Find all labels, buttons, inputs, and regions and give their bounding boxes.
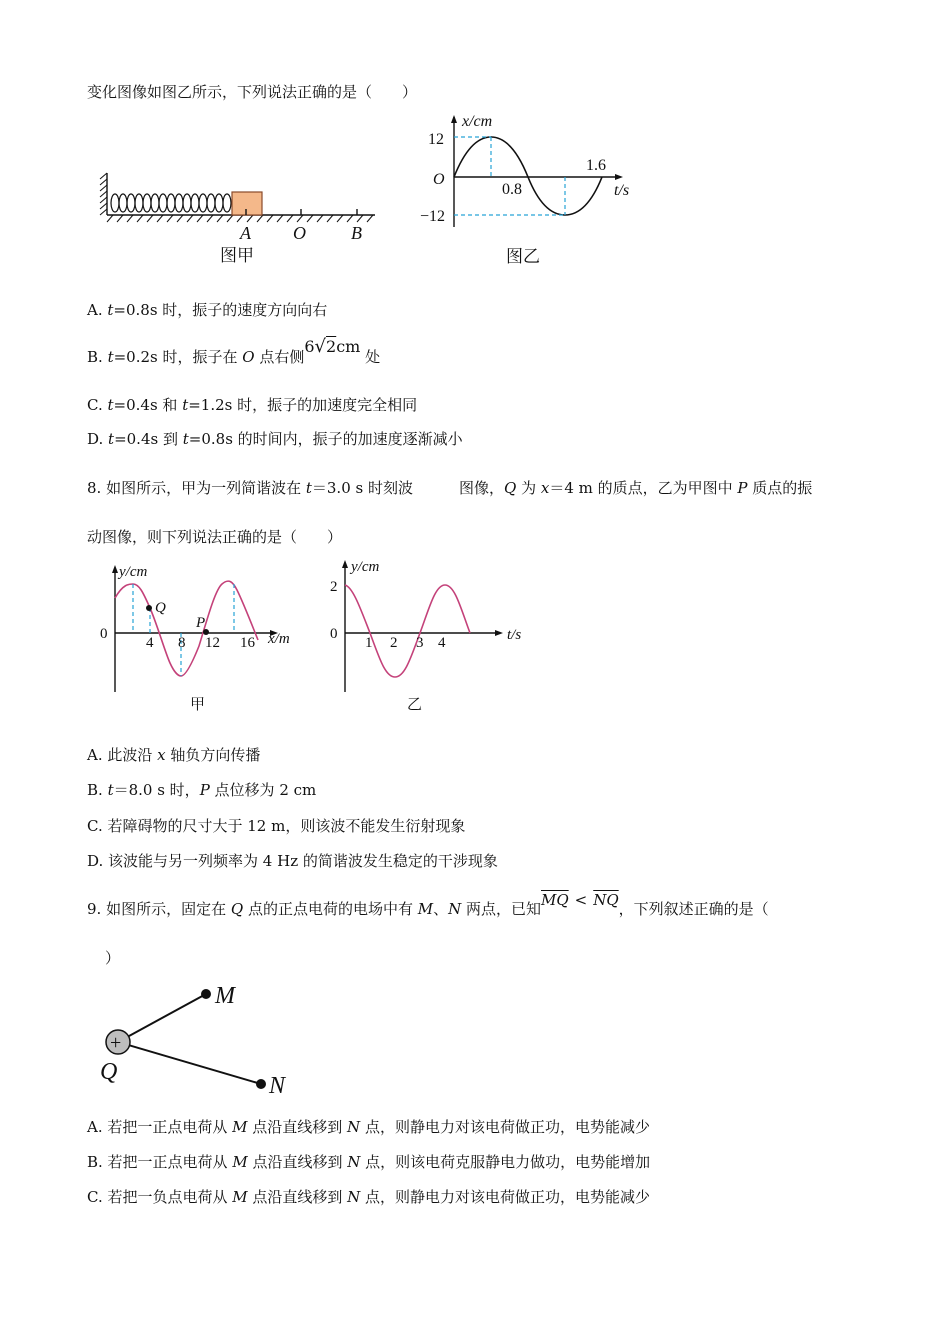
q8-option-a[interactable]: A. 此波沿 x 轴负方向传播 [87, 746, 261, 764]
jia-origin: 0 [100, 626, 108, 642]
q8-option-c[interactable]: C. 若障碍物的尺寸大于 12 m，则该波不能发生衍射现象 [87, 817, 466, 835]
label-b: B [351, 223, 362, 243]
yi8-tick-4: 4 [438, 635, 446, 651]
yi8-y-axis: y/cm [351, 559, 380, 575]
jia-tick-16: 16 [240, 635, 255, 651]
label-m: M [215, 983, 235, 1009]
yi-y-top: 12 [428, 131, 444, 148]
q7-option-c[interactable]: C. t=0.4s 和 t=1.2s 时，振子的加速度完全相同 [87, 396, 418, 414]
q7-figure-jia [95, 165, 385, 270]
yi-t-end: 1.6 [586, 157, 606, 174]
jia-tick-4: 4 [146, 635, 154, 651]
caption-jia8: 甲 [190, 697, 206, 713]
yi8-y-top: 2 [330, 579, 338, 595]
yi-y-bottom: −12 [420, 208, 446, 225]
q9-stem: 9. 如图所示，固定在 Q 点的正点电荷的电场中有 M、N 两点，已知$\overline{MQ} < \overline{NQ}$，下列叙述正确的是（ [87, 891, 769, 918]
q7-option-b[interactable]: B. t=0.2s 时，振子在 O 点右侧6√2cm 处 [87, 336, 381, 366]
caption-yi: 图乙 [506, 247, 540, 266]
point-q [146, 605, 152, 611]
jia-tick-8: 8 [178, 635, 186, 651]
point-n [256, 1079, 266, 1089]
caption-yi8: 乙 [407, 697, 423, 713]
jia-label-q: Q [155, 600, 166, 616]
q7-stem: 变化图像如图乙所示，下列说法正确的是（ ） [87, 83, 418, 101]
plus-sign: + [110, 1032, 122, 1054]
label-a: A [240, 223, 251, 243]
q8-option-d[interactable]: D. 该波能与另一列频率为 4 Hz 的简谐波发生稳定的干涉现象 [87, 852, 498, 870]
caption-jia: 图甲 [220, 246, 254, 265]
q9-option-c[interactable]: C. 若把一负点电荷从 M 点沿直线移到 N 点，则静电力对该电荷做正功，电势能减少 [87, 1188, 651, 1206]
q7-figure-yi [420, 112, 650, 272]
q9-option-b[interactable]: B. 若把一正点电荷从 M 点沿直线移到 N 点，则该电荷克服静电力做功，电势能增加 [87, 1153, 651, 1171]
label-o: O [293, 223, 306, 243]
jia-tick-12: 12 [205, 635, 220, 651]
yi8-tick-1: 1 [365, 635, 373, 651]
q9-figure [95, 978, 305, 1103]
yi-origin: O [433, 171, 445, 188]
q9-stem-line2: ） [105, 949, 121, 967]
q8-stem-line2: 动图像，则下列说法正确的是（ ） [87, 528, 343, 546]
point-m [201, 989, 211, 999]
q8-figure-yi [325, 555, 545, 720]
q9-option-a[interactable]: A. 若把一正点电荷从 M 点沿直线移到 N 点，则静电力对该电荷做正功，电势能减少 [87, 1118, 650, 1136]
q7-option-d[interactable]: D. t=0.4s 到 t=0.8s 的时间内，振子的加速度逐渐减小 [87, 430, 463, 448]
yi8-tick-3: 3 [416, 635, 424, 651]
jia-label-p: P [196, 615, 206, 631]
jia-y-axis: y/cm [119, 564, 148, 580]
spring [111, 194, 231, 212]
yi-y-axis: x/cm [462, 113, 493, 130]
yi8-tick-2: 2 [390, 635, 398, 651]
yi-t-mid: 0.8 [502, 181, 522, 198]
oscillator-block [232, 192, 262, 215]
label-n: N [269, 1073, 286, 1099]
yi8-origin: 0 [330, 626, 338, 642]
jia-x-axis: x/m [268, 631, 290, 647]
yi8-x-axis: t/s [507, 627, 522, 643]
q8-option-b[interactable]: B. t＝8.0 s 时，P 点位移为 2 cm [87, 781, 317, 799]
yi-x-axis: t/s [614, 182, 630, 199]
segment-nq: $\overline{NQ}$ [593, 891, 619, 909]
q8-stem: 8. 如图所示，甲为一列简谐波在 t＝3.0 s 时刻波 图像，Q 为 x＝4 m 的质点，乙为甲图中 P 质点的振 [87, 479, 813, 497]
q7-option-a[interactable]: A. t=0.8s 时，振子的速度方向向右 [87, 301, 328, 319]
segment-mq: $\overline{MQ}$ [541, 891, 569, 909]
label-q: Q [100, 1059, 118, 1085]
q8-figure-jia [95, 560, 315, 720]
